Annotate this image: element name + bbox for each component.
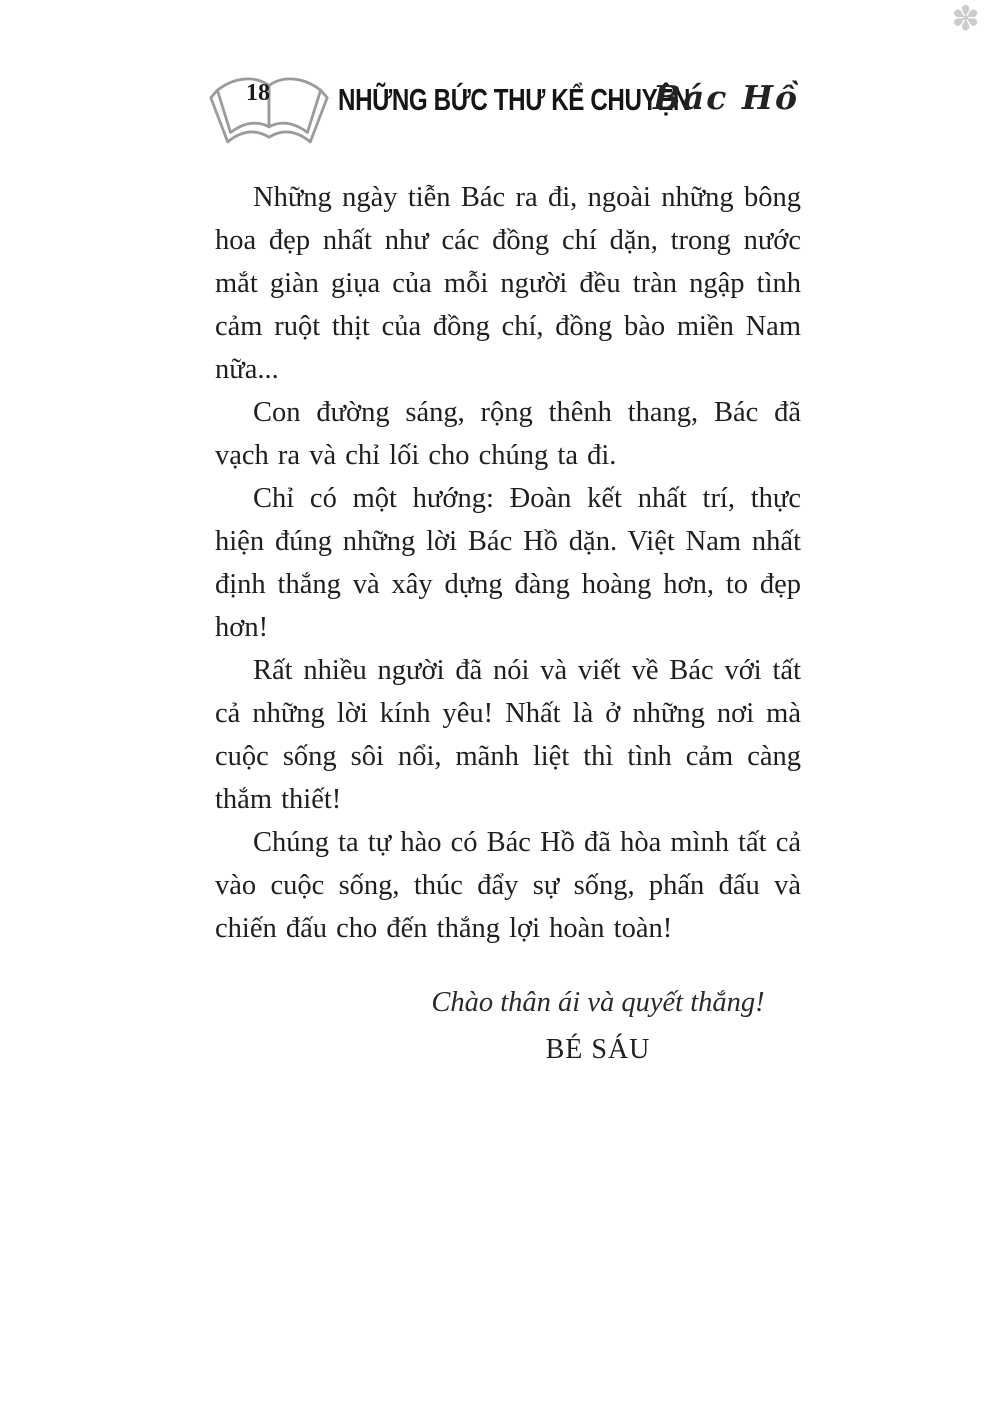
letter-body bbox=[215, 176, 801, 1074]
book-title-script: Bác Hồ bbox=[653, 78, 800, 117]
page-header bbox=[208, 70, 808, 150]
paragraph: Con đường sáng, rộng thênh thang, Bác đã vạch ra và chỉ lối cho chúng ta đi. bbox=[215, 397, 801, 471]
paragraph: Rất nhiều người đã nói và viết về Bác với tất cả những lời kính yêu! Nhất là ở những nơi mà cuộc sống sôi nổi, mãnh liệt thì tình cảm càng thắm thiết! bbox=[215, 655, 801, 815]
book-title: NHỮNG BỨC THƯ KỂ CHUYỆN bbox=[338, 82, 691, 117]
paragraph: Chúng ta tự hào có Bác Hồ đã hòa mình tất cả vào cuộc sống, thúc đẩy sự sống, phấn đấu và chiến đấu cho đến thắng lợi hoàn toàn! bbox=[215, 827, 801, 944]
flower-ornament-icon: ✽ bbox=[951, 0, 980, 39]
signoff-salutation: Chào thân ái và quyết thắng! bbox=[431, 987, 765, 1018]
signoff-signature: BÉ SÁU bbox=[545, 1034, 651, 1065]
paragraph: Chỉ có một hướng: Đoàn kết nhất trí, thực hiện đúng những lời Bác Hồ dặn. Việt Nam nhất định thắng và xây dựng đàng hoàng hơn, to đẹp hơn! bbox=[215, 483, 801, 643]
page-number: 18 bbox=[246, 80, 270, 106]
letter-signoff bbox=[215, 980, 801, 1074]
paragraph: Những ngày tiễn Bác ra đi, ngoài những bông hoa đẹp nhất như các đồng chí dặn, trong nước mắt giàn giụa của mỗi người đều tràn ngập tình cảm ruột thịt của đồng chí, đồng bào miền Nam nữa... bbox=[215, 182, 801, 385]
